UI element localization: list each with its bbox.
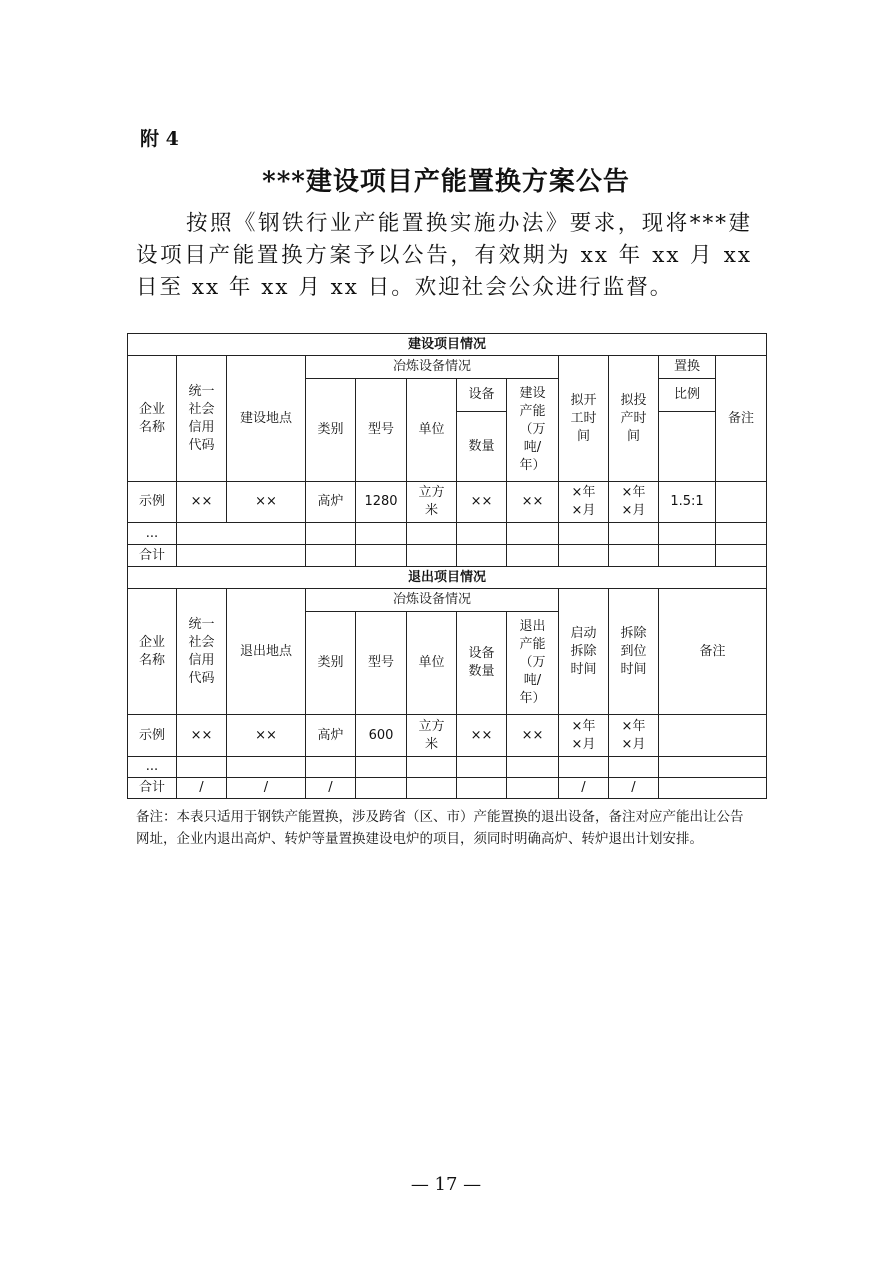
exit-header-company: 企业名称 bbox=[138, 634, 165, 668]
construction-example-model: 1280 bbox=[356, 482, 407, 523]
construction-example-start-time: ×年×月 bbox=[571, 485, 596, 518]
intro-text: 按照《钢铁行业产能置换实施办法》要求，现将***建设项目产能置换方案予以公告，有效期为 xx 年 xx 月 xx 日至 xx 年 xx 月 xx 日。欢迎社会公众进行监督。 bbox=[136, 211, 752, 300]
construction-header-quantity: 数量 bbox=[457, 412, 507, 482]
exit-example-company: 示例 bbox=[128, 715, 177, 757]
exit-example-capacity: ×× bbox=[507, 715, 559, 757]
exit-header-dismantle-start: 启动拆除时间 bbox=[570, 625, 597, 677]
exit-total-type: / bbox=[306, 778, 356, 799]
exit-header-credit-code: 统一社会信用代码 bbox=[188, 616, 215, 686]
exit-header-type: 类别 bbox=[306, 612, 356, 715]
exit-example-credit-code: ×× bbox=[177, 715, 227, 757]
construction-example-unit: 立方米 bbox=[418, 485, 445, 518]
construction-header-type: 类别 bbox=[306, 379, 356, 482]
construction-header-equipment-group: 冶炼设备情况 bbox=[306, 356, 559, 379]
construction-header-location: 建设地点 bbox=[227, 356, 306, 482]
exit-example-location: ×× bbox=[227, 715, 306, 757]
construction-header-equipment: 设备 bbox=[457, 379, 507, 412]
construction-example-production-time: ×年×月 bbox=[621, 485, 646, 518]
exit-header-quantity: 设备数量 bbox=[468, 646, 495, 679]
exit-example-quantity: ×× bbox=[457, 715, 507, 757]
exit-total: 合计 bbox=[128, 778, 177, 799]
exit-example-row bbox=[128, 715, 767, 757]
construction-header-unit: 单位 bbox=[407, 379, 457, 482]
construction-header-row-1 bbox=[128, 356, 767, 379]
exit-section-row bbox=[128, 567, 767, 589]
construction-example-credit-code: ×× bbox=[177, 482, 227, 523]
exit-header-equipment-group: 冶炼设备情况 bbox=[306, 589, 559, 612]
exit-ellipsis: ... bbox=[128, 757, 177, 778]
construction-header-credit-code: 统一社会信用代码 bbox=[188, 383, 215, 453]
construction-header-capacity: 建设产能（万吨/年） bbox=[519, 386, 546, 473]
exit-header-unit: 单位 bbox=[407, 612, 457, 715]
exit-example-dismantle-done: ×年×月 bbox=[621, 718, 646, 752]
construction-example-type: 高炉 bbox=[306, 482, 356, 523]
exit-example-remarks bbox=[659, 715, 767, 757]
exit-total-dismantle-done: / bbox=[609, 778, 659, 799]
exit-total-row bbox=[128, 778, 767, 799]
construction-header-company: 企业名称 bbox=[138, 401, 165, 435]
construction-example-location: ×× bbox=[227, 482, 306, 523]
page-number: — 17 — bbox=[410, 1174, 482, 1195]
exit-header-remarks: 备注 bbox=[659, 589, 767, 715]
construction-header-ratio-top: 置换 bbox=[659, 356, 716, 379]
capacity-replacement-table bbox=[127, 333, 767, 799]
construction-header-model: 型号 bbox=[356, 379, 407, 482]
construction-ellipsis-row bbox=[128, 523, 767, 545]
exit-example-dismantle-start: ×年×月 bbox=[571, 718, 596, 752]
construction-total-row bbox=[128, 545, 767, 567]
construction-header-remarks: 备注 bbox=[716, 356, 767, 482]
exit-total-location: / bbox=[227, 778, 306, 799]
table-note: 备注：本表只适用于钢铁产能置换，涉及跨省（区、市）产能置换的退出设备，备注对应产能出让公告网址，企业内退出高炉、转炉等量置换建设电炉的项目，须同时明确高炉、转炉退出计划安排。 bbox=[136, 809, 744, 847]
construction-total: 合计 bbox=[128, 545, 177, 567]
construction-header-start-time: 拟开工时间 bbox=[570, 392, 597, 444]
construction-example-remarks bbox=[716, 482, 767, 523]
exit-header-row-1 bbox=[128, 589, 767, 612]
construction-example-ratio: 1.5:1 bbox=[659, 482, 716, 523]
exit-header-capacity: 退出产能（万吨/年） bbox=[519, 619, 546, 706]
construction-header-ratio-blank bbox=[659, 412, 716, 482]
construction-ellipsis: ... bbox=[128, 523, 177, 545]
exit-section-title: 退出项目情况 bbox=[128, 567, 767, 589]
exit-header-model: 型号 bbox=[356, 612, 407, 715]
exit-example-type: 高炉 bbox=[306, 715, 356, 757]
document-title: ***建设项目产能置换方案公告 bbox=[262, 167, 630, 197]
exit-total-dismantle-start: / bbox=[559, 778, 609, 799]
exit-header-location: 退出地点 bbox=[227, 589, 306, 715]
exit-example-model: 600 bbox=[356, 715, 407, 757]
construction-example-row bbox=[128, 482, 767, 523]
construction-example-capacity: ×× bbox=[507, 482, 559, 523]
exit-ellipsis-row bbox=[128, 757, 767, 778]
appendix-label: 附 4 bbox=[140, 128, 179, 150]
exit-header-dismantle-done: 拆除到位时间 bbox=[620, 625, 647, 677]
construction-header-ratio: 比例 bbox=[659, 379, 716, 412]
construction-section-title: 建设项目情况 bbox=[128, 334, 767, 356]
intro-paragraph bbox=[136, 208, 752, 304]
construction-example-quantity: ×× bbox=[457, 482, 507, 523]
exit-total-credit-code: / bbox=[177, 778, 227, 799]
construction-header-production-time: 拟投产时间 bbox=[620, 392, 647, 444]
exit-example-unit: 立方米 bbox=[418, 718, 445, 752]
construction-section-row bbox=[128, 334, 767, 356]
construction-example-company: 示例 bbox=[128, 482, 177, 523]
